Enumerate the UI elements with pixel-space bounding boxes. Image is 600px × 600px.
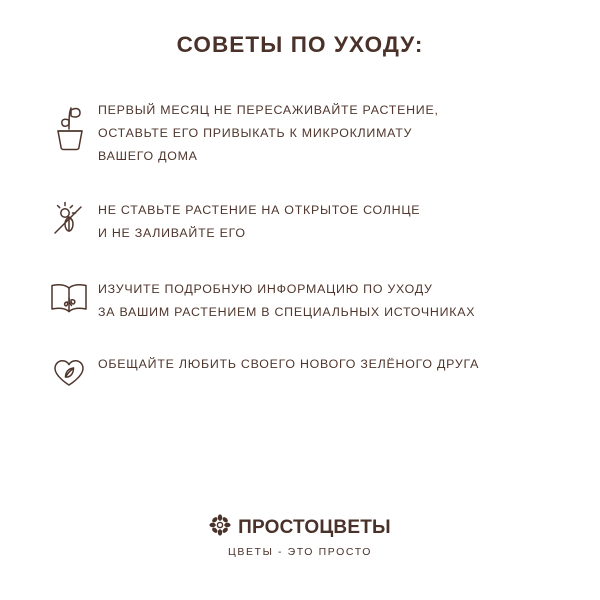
list-item: [40, 352, 566, 390]
tips-list: [0, 98, 600, 390]
brand-name: ПРОСТОЦВЕТЫ: [238, 516, 391, 538]
flower-logo-icon: [209, 514, 231, 541]
footer: [0, 514, 600, 558]
list-item-text: НЕ СТАВЬТЕ РАСТЕНИЕ НА ОТКРЫТОЕ СОЛНЦЕ И НЕ ЗАЛИВАЙТЕ ЕГО: [98, 202, 421, 240]
heart-leaf-icon: [40, 352, 98, 390]
brand-tagline: ЦВЕТЫ - ЭТО ПРОСТО: [227, 546, 373, 558]
list-item-text: ОБЕЩАЙТЕ ЛЮБИТЬ СВОЕГО НОВОГО ЗЕЛЁНОГО ДРУГА: [98, 356, 480, 371]
potted-plant-icon: [40, 98, 98, 152]
open-book-icon: [40, 277, 98, 319]
brand-logo: [0, 514, 600, 541]
list-item: [40, 198, 566, 245]
list-item-text: ПЕРВЫЙ МЕСЯЦ НЕ ПЕРЕСАЖИВАЙТЕ РАСТЕНИЕ, ОСТАВЬТЕ ЕГО ПРИВЫКАТЬ К МИКРОКЛИМАТУ ВАШЕГО ДОМА: [98, 103, 439, 163]
list-item-text: ИЗУЧИТЕ ПОДРОБНУЮ ИНФОРМАЦИЮ ПО УХОДУ ЗА ВАШИМ РАСТЕНИЕМ В СПЕЦИАЛЬНЫХ ИСТОЧНИКАХ: [98, 281, 476, 319]
list-item: [40, 98, 566, 168]
no-sun-icon: [40, 198, 98, 240]
page-title: СОВЕТЫ ПО УХОДУ:: [176, 32, 424, 57]
list-item: [40, 277, 566, 324]
